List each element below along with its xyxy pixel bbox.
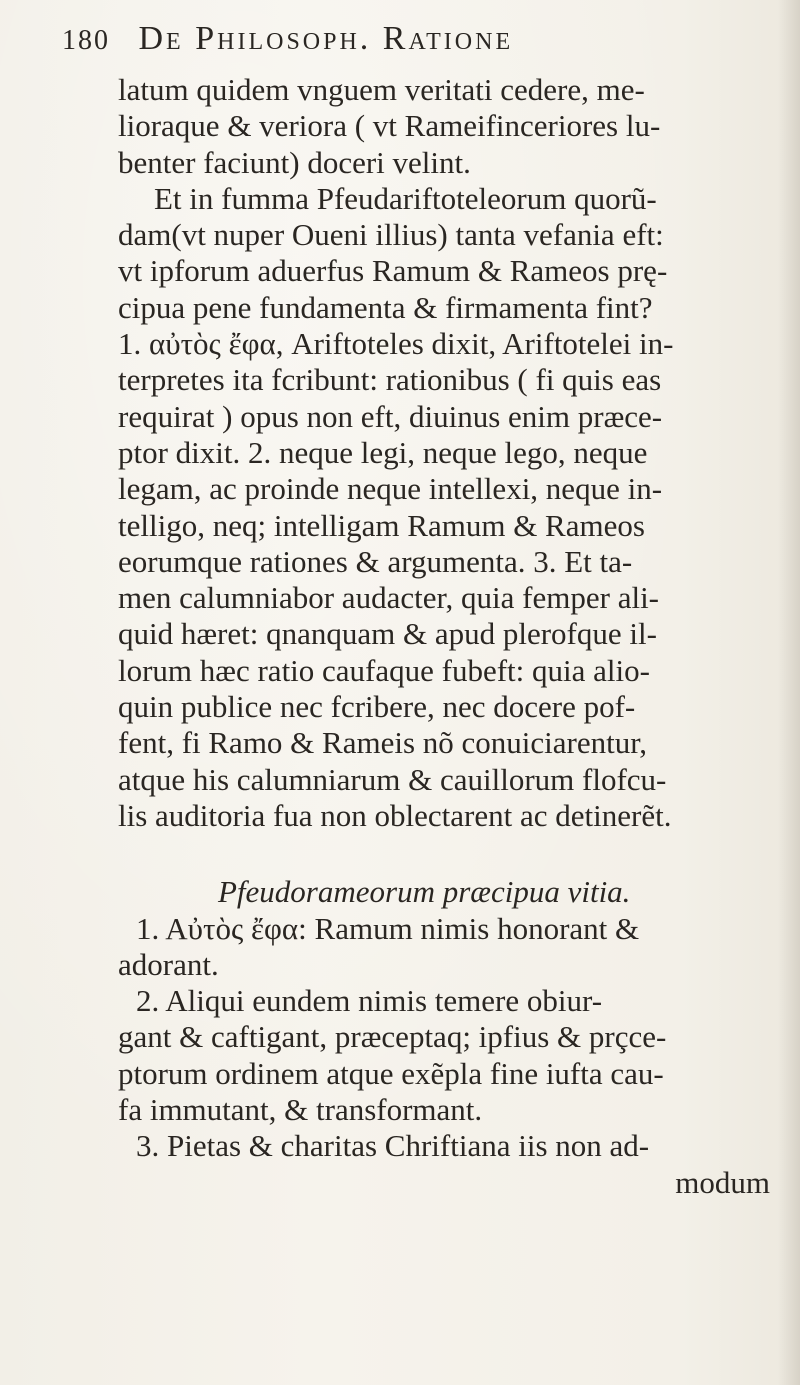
text-line: gant & caftigant, præceptaq; ipfius & prçce- (118, 1019, 667, 1055)
text-line: ptorum ordinem atque exẽpla fine iufta cau- (118, 1055, 664, 1091)
list-item-start: 1. Αὐτὸς ἔφα: Ramum nimis honorant & (136, 910, 640, 946)
text-line: fa immutant, & transformant. (118, 1092, 483, 1128)
text-line: atque his calumniarum & cauillorum flofcu- (118, 761, 667, 797)
text-line: latum quidem vnguem veritati cedere, me- (118, 72, 645, 107)
running-title: De Philosoph. Ratione (138, 20, 514, 57)
text-line: ptor dixit. 2. neque legi, neque lego, neque (118, 434, 648, 470)
text-line: legam, ac proinde neque intellexi, neque in- (118, 471, 663, 507)
text-line: adorant. (118, 946, 219, 982)
text-line: lioraque & veriora ( vt Rameifinceriores lu- (118, 108, 661, 144)
paragraph-start-line: Et in fumma Pfeudariftoteleorum quorũ- (154, 180, 657, 216)
text-line: men calumniabor audacter, quia femper ali- (118, 580, 660, 616)
text-line: dam(vt nuper Oueni illius) tanta vefania eft: (118, 217, 664, 253)
text-line: eorumque rationes & argumenta. 3. Et ta- (118, 543, 633, 579)
text-line: terpretes ita fcribunt: rationibus ( fi quis eas (118, 362, 662, 398)
text-line: 1. αὐτὸς ἔφα, Ariftoteles dixit, Ariftotelei in- (118, 326, 674, 362)
catchword-line: modum (675, 1164, 770, 1200)
page-header (62, 14, 762, 64)
text-line: benter faciunt) doceri velint. (118, 144, 471, 180)
text-line: quid hæret: qnanquam & apud plerofque il- (118, 616, 657, 652)
page-number: 180 (62, 25, 110, 56)
text-block (118, 72, 794, 1201)
text-line: requirat ) opus non eft, diuinus enim præce- (118, 398, 663, 434)
text-line: quin publice nec fcribere, nec docere pof- (118, 689, 636, 725)
list-item-start: 3. Pietas & charitas Chriftiana iis non ad- (136, 1128, 650, 1164)
list-item-start: 2. Aliqui eundem nimis temere obiur- (136, 983, 603, 1019)
text-line: fent, fi Ramo & Rameis nõ conuiciarentur, (118, 725, 648, 761)
text-line: cipua pene fundamenta & firmamenta fint? (118, 289, 653, 325)
section-spacer (118, 834, 794, 874)
text-line: telligo, neq; intelligam Ramum & Rameos (118, 507, 645, 543)
text-line: lis auditoria fua non oblectarent ac detinerẽt. (118, 797, 672, 833)
section-heading: Pfeudorameorum præcipua vitia. (218, 874, 631, 910)
text-line: lorum hæc ratio caufaque fubeft: quia alio- (118, 652, 650, 688)
text-line: vt ipforum aduerfus Ramum & Rameos prę- (118, 253, 668, 289)
